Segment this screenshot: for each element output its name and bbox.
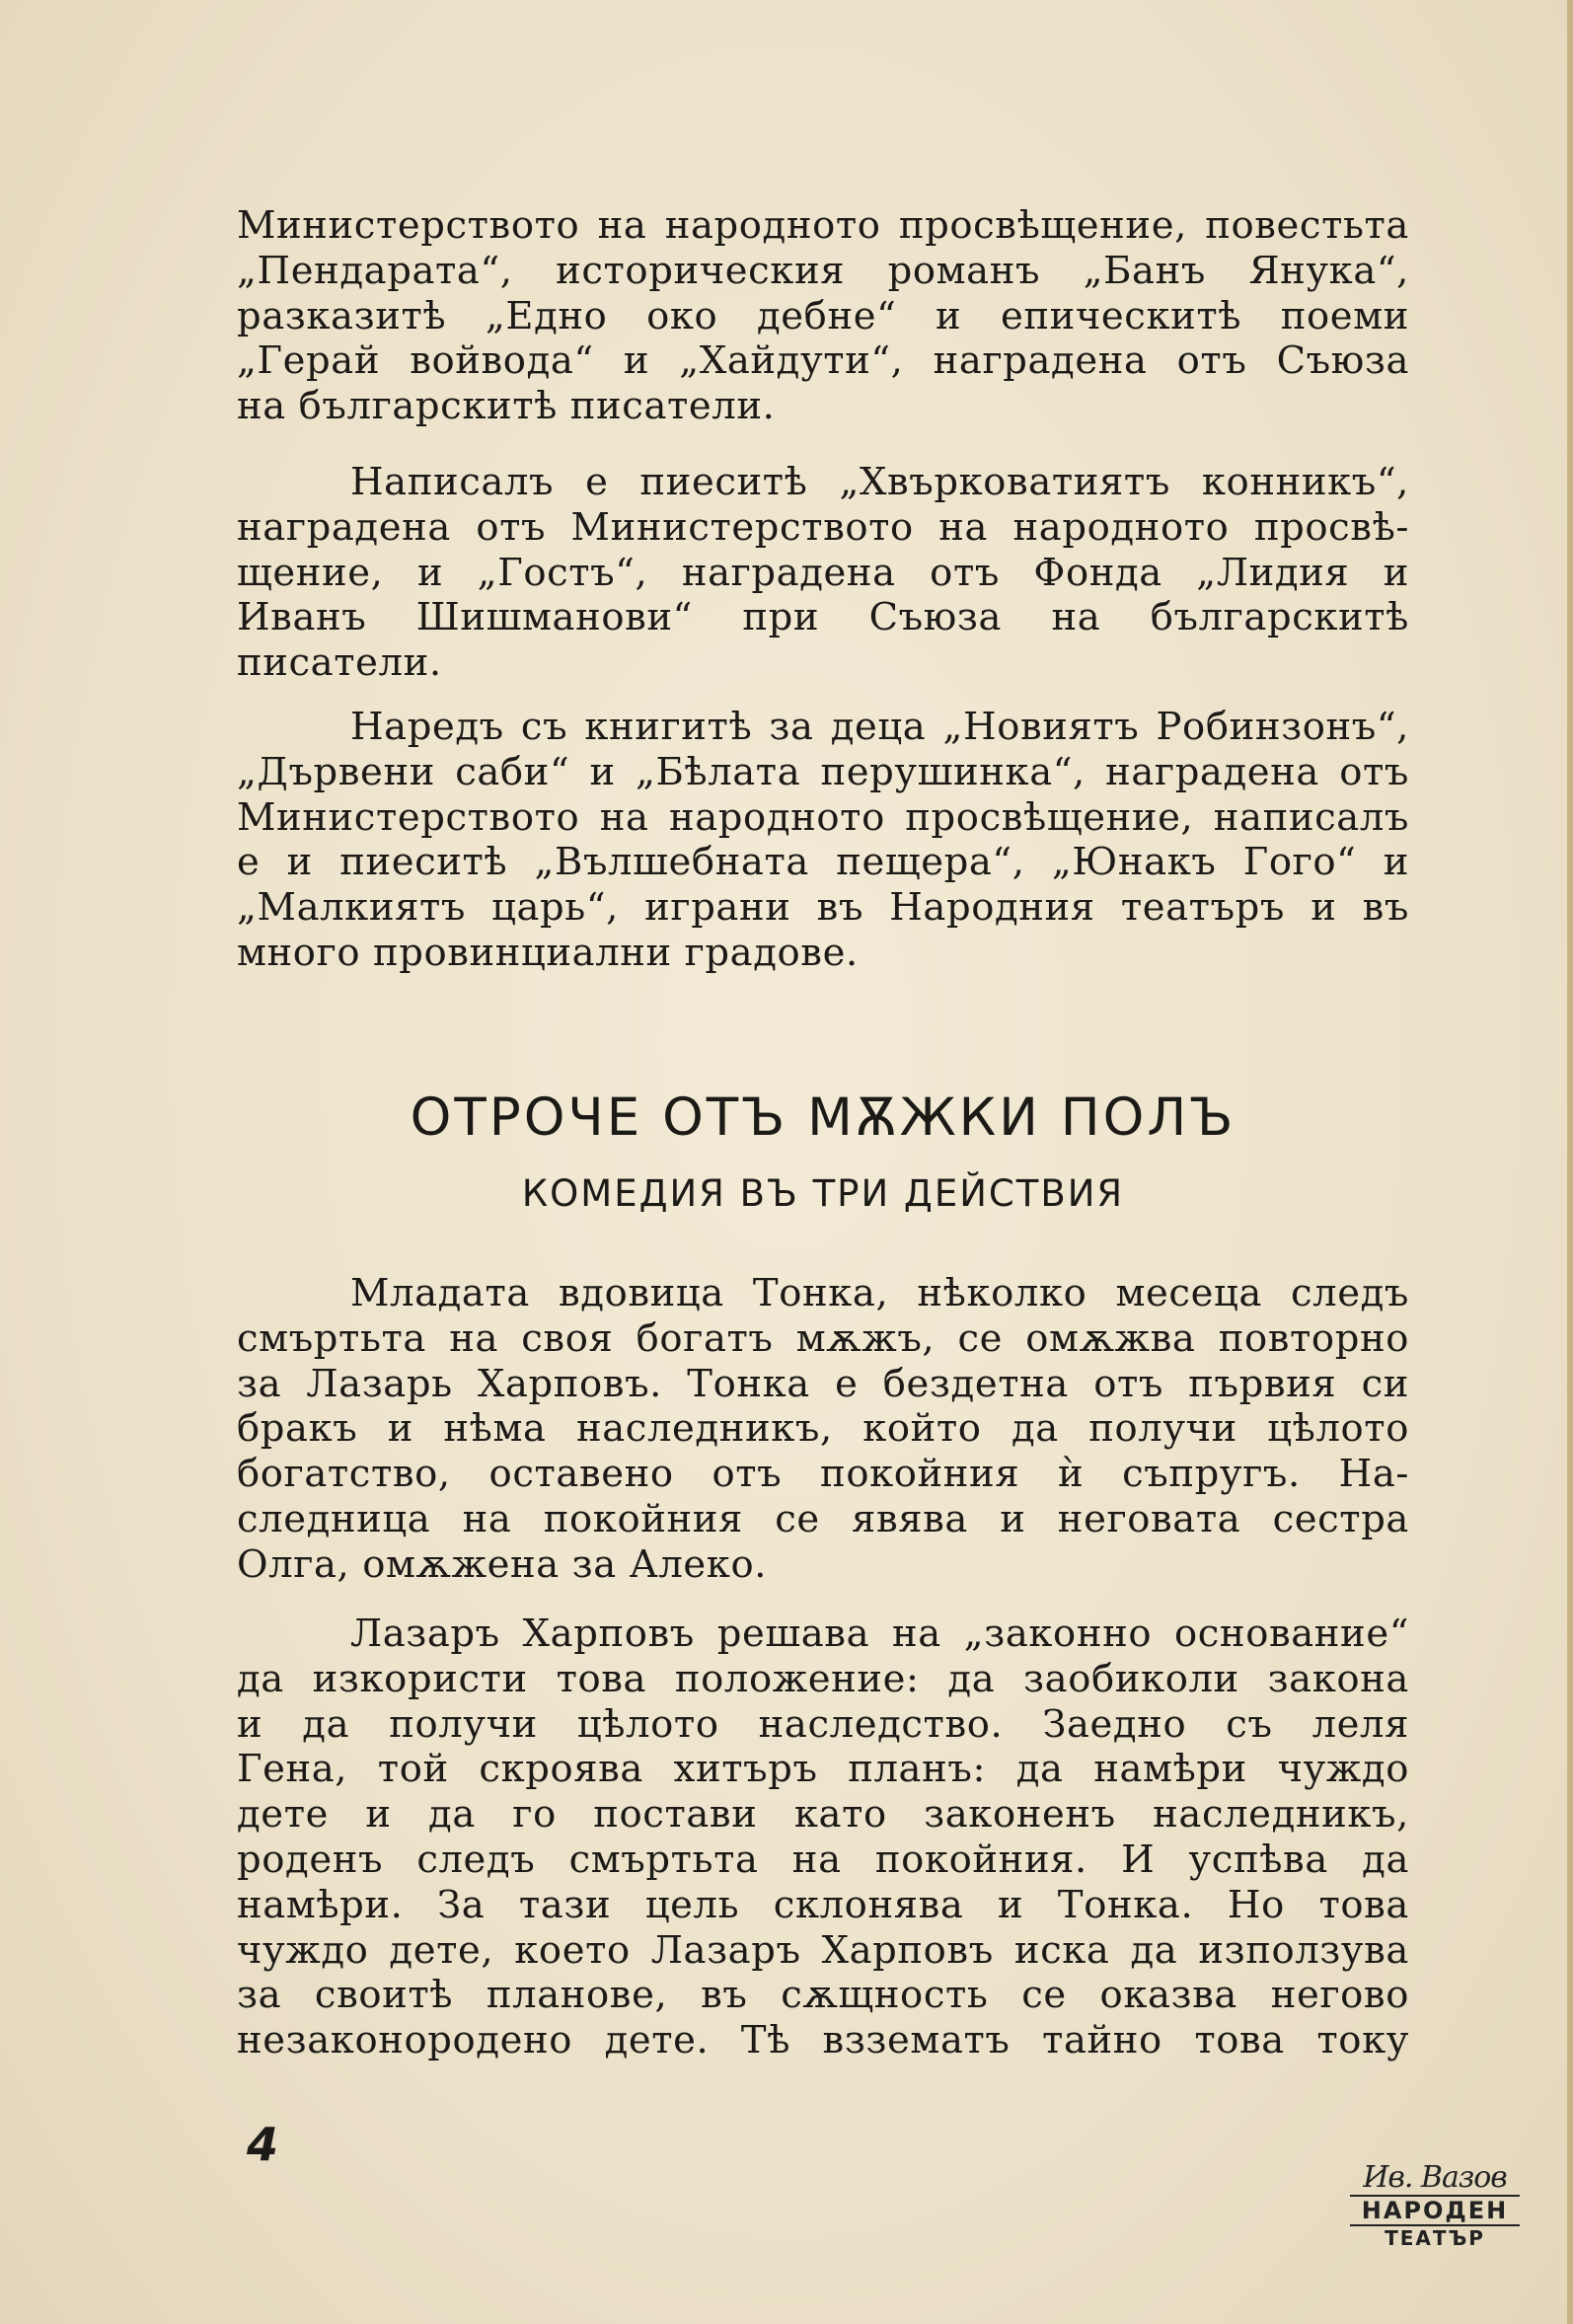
synopsis-paragraph-1	[237, 1271, 1409, 1588]
bio-paragraph-3	[237, 705, 1409, 976]
stamp-line-1: НАРОДЕН	[1350, 2195, 1520, 2226]
text-line: чуждо дете, което Лазаръ Харповъ иска да използува	[237, 1927, 1409, 1973]
text-line: „Герай войвода“ и „Хайдути“, наградена отъ Съюза	[237, 338, 1409, 384]
text-line: намѣри. За тази цель склонява и Тонка. Но това	[237, 1882, 1409, 1927]
text-line: богатство, оставено отъ покойния ѝ съпругъ. На-	[237, 1452, 1409, 1497]
text-line: Министерството на народното просвѣщение, написалъ	[237, 794, 1409, 840]
text-line: Лазаръ Харповъ решава на „законно основание“	[350, 1612, 1409, 1656]
page-number: 4	[247, 2118, 279, 2171]
text-line: Гена, той скроява хитъръ планъ: да намѣри чуждо	[237, 1747, 1409, 1792]
text-line: „Малкиятъ царь“, играни въ Народния театъръ и въ	[237, 885, 1409, 931]
text-line: писатели.	[237, 640, 442, 686]
text-line: разказитѣ „Едно око дебне“ и епическитѣ поеми	[237, 293, 1409, 338]
stamp-signature: Ив. Вазов	[1363, 2160, 1507, 2195]
text-line: Министерството на народното просвѣщение, повестьта	[237, 203, 1409, 248]
synopsis-paragraph-2	[237, 1612, 1409, 2063]
text-line: е и пиеситѣ „Вълшебната пещера“, „Юнакъ Гого“ и	[237, 840, 1409, 885]
text-line: Написалъ е пиеситѣ „Хвърковатиятъ конникъ“,	[350, 460, 1409, 504]
text-line: „Пендарата“, историческия романъ „Банъ Янука“,	[237, 248, 1409, 293]
stamp-line-2: ТЕАТЪР	[1385, 2226, 1485, 2250]
text-line: бракъ и нѣма наследникъ, който да получи цѣлото	[237, 1406, 1409, 1452]
text-line: незаконородено дете. Тѣ вззематъ тайно това току	[237, 2018, 1409, 2063]
text-line: много провинциални градове.	[237, 930, 859, 975]
page-edge	[1567, 0, 1573, 2324]
bio-paragraph-2	[237, 460, 1409, 686]
text-line: щение, и „Гостъ“, наградена отъ Фонда „Лидия и	[237, 550, 1409, 595]
text-line: на българскитѣ писатели.	[237, 384, 776, 429]
text-line: за Лазарь Харповъ. Тонка е бездетна отъ първия си	[237, 1361, 1409, 1406]
text-line: следница на покойния се явява и неговата сестра	[237, 1496, 1409, 1541]
text-line: дете и да го постави като законенъ наследникъ,	[237, 1792, 1409, 1837]
text-line: Олга, омѫжена за Алеко.	[237, 1541, 768, 1587]
text-line: Иванъ Шишманови“ при Съюза на българскитѣ	[237, 595, 1409, 640]
text-line: Младата вдовица Тонка, нѣколко месеца следъ	[350, 1271, 1409, 1315]
text-line: наградена отъ Министерството на народното просвѣ-	[237, 504, 1409, 550]
text-line: да изкористи това положение: да заобиколи закона	[237, 1656, 1409, 1701]
text-line: „Дървени саби“ и „Бѣлата перушинка“, наградена отъ	[237, 749, 1409, 794]
text-line: смъртьта на своя богатъ мѫжъ, се омѫжва повторно	[237, 1315, 1409, 1361]
theatre-stamp-logo	[1350, 2161, 1520, 2256]
text-line: за своитѣ планове, въ сѫщность се оказва негово	[237, 1973, 1409, 2018]
text-line: Наредъ съ книгитѣ за деца „Новиятъ Робинзонъ“,	[350, 705, 1409, 749]
text-line: роденъ следъ смъртьта на покойния. И успѣва да	[237, 1837, 1409, 1882]
text-line: и да получи цѣлото наследство. Заедно съ леля	[237, 1701, 1409, 1747]
bio-paragraph-1	[237, 203, 1409, 429]
play-title: ОТРОЧЕ ОТЪ МѪЖКИ ПОЛЪ	[410, 1087, 1236, 1148]
play-subtitle: КОМЕДИЯ ВЪ ТРИ ДЕЙСТВИЯ	[521, 1172, 1125, 1215]
